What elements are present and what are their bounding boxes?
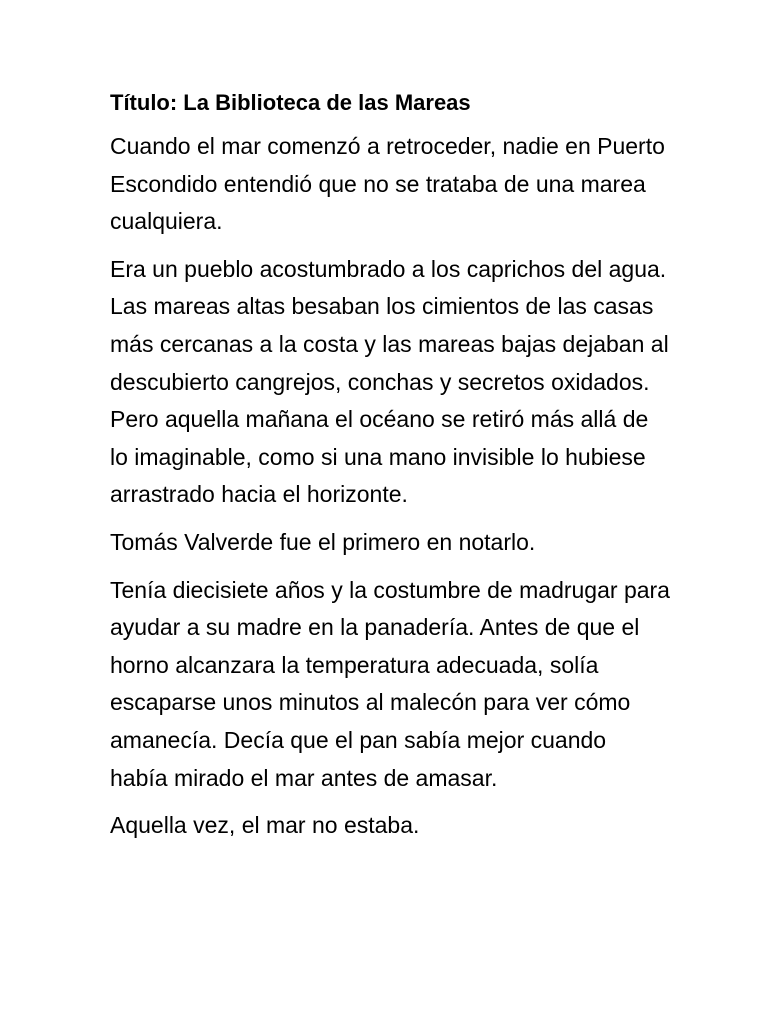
document-page <box>110 86 670 855</box>
paragraph: Tenía diecisiete años y la costumbre de madrugar para ayudar a su madre en la panadería. Antes de que el horno alcanzara la temperatura adecuada, solía escaparse unos minutos al malecón para ver cómo amanecía. Decía que el pan sabía mejor cuando había mirado el mar antes de amasar. <box>110 576 670 791</box>
paragraph: Cuando el mar comenzó a retroceder, nadie en Puerto Escondido entendió que no se trataba de una marea cualquiera. <box>110 133 665 235</box>
paragraph: Tomás Valverde fue el primero en notarlo. <box>110 528 536 555</box>
paragraph: Aquella vez, el mar no estaba. <box>110 812 420 839</box>
document-title: Título: La Biblioteca de las Mareas <box>110 90 471 115</box>
paragraph: Era un pueblo acostumbrado a los caprichos del agua. Las mareas altas besaban los cimientos de las casas más cercanas a la costa y las mareas bajas dejaban al descubierto cangrejos, conchas y secretos oxidados. Pero aquella mañana el océano se retiró más allá de lo imaginable, como si una mano invisible lo hubiese arrastrado hacia el horizonte. <box>110 255 669 508</box>
